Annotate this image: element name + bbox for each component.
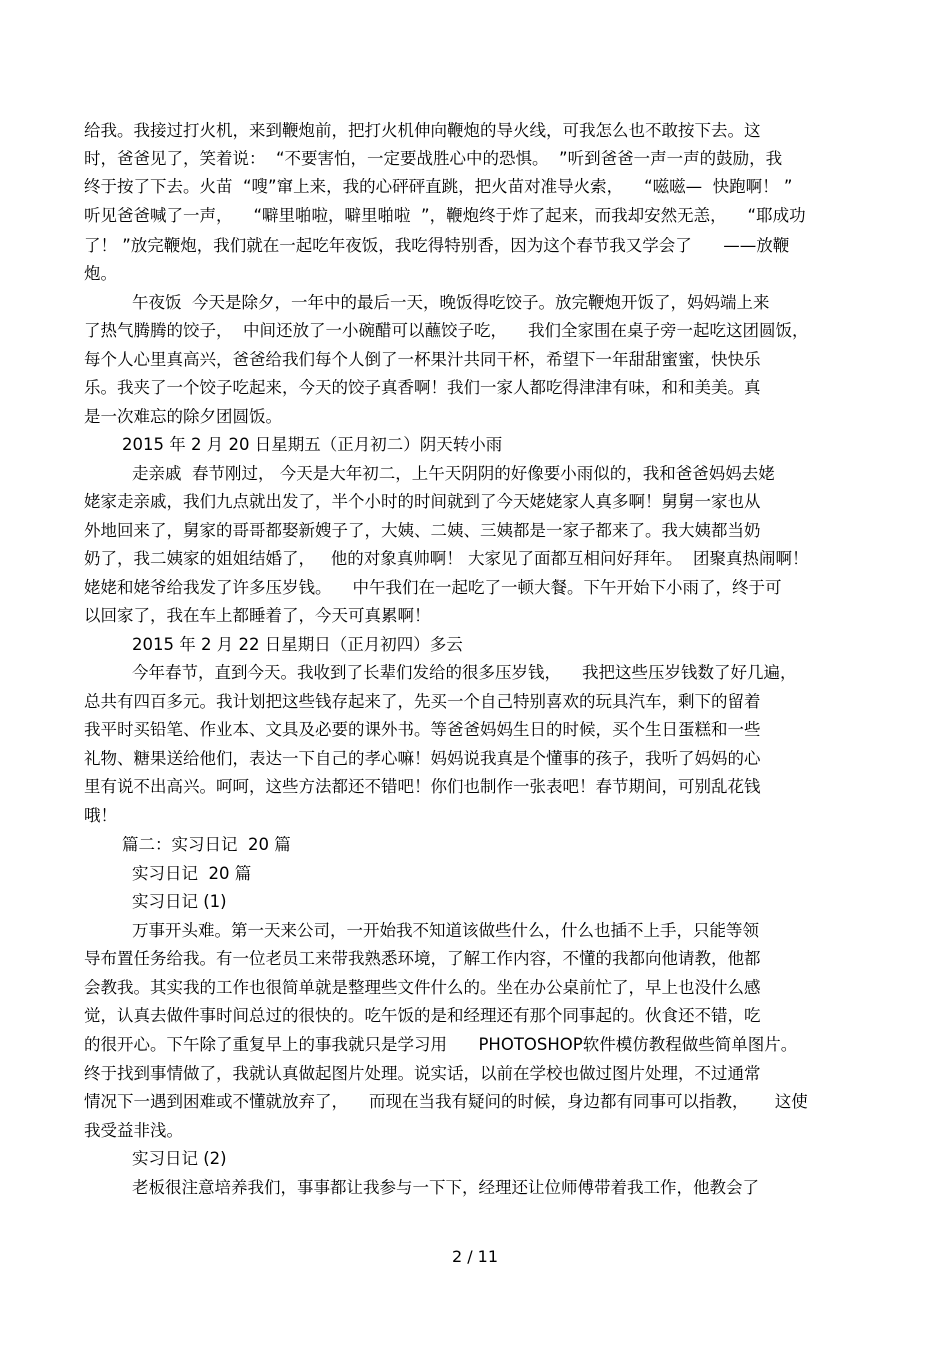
text-line: 终于按了下去。火苗 “嗖”窜上来，我的心砰砰直跳，把火苗对准导火索， “嗞嗞— 快跑啊！ ”: [84, 177, 793, 196]
text-line: 会教我。其实我的工作也很简单就是整理些文件什么的。坐在办公桌前忙了，早上也没什么感: [84, 978, 761, 997]
text-line: 乐。我夹了一个饺子吃起来，今天的饺子真香啊！我们一家人都吃得津津有味，和和美美。真: [84, 378, 761, 397]
page-number: 2 / 11: [451, 1247, 499, 1266]
subsection-heading: 实习日记 20 篇: [132, 864, 252, 883]
text-line: 每个人心里真高兴，爸爸给我们每个人倒了一杯果汁共同干杯，希望下一年甜甜蜜蜜，快快乐: [84, 350, 761, 369]
text-line: 导布置任务给我。有一位老员工来带我熟悉环境，了解工作内容，不懂的我都向他请教，他都: [84, 949, 761, 968]
text-line: 万事开头难。第一天来公司，一开始我不知道该做些什么，什么也插不上手，只能等领: [132, 921, 759, 940]
text-line: 情况下一遇到困难或不懂就放弃了， 而现在当我有疑问的时候，身边都有同事可以指教， 这使: [84, 1092, 808, 1111]
text-line: 姥家走亲戚，我们九点就出发了，半个小时的时间就到了今天姥姥家人真多啊！舅舅一家也从: [84, 492, 761, 511]
text-line: 的很开心。下午除了重复早上的事我就只是学习用 PHOTOSHOP软件模仿教程做些简单图片。: [84, 1035, 798, 1054]
text-line: 了热气腾腾的饺子， 中间还放了一小碗醋可以蘸饺子吃， 我们全家围在桌子旁一起吃这团圆饭，: [84, 321, 809, 340]
text-line: 总共有四百多元。我计划把这些钱存起来了，先买一个自己特别喜欢的玩具汽车，剩下的留着: [84, 692, 761, 711]
text-line: 老板很注意培养我们，事事都让我参与一下下，经理还让位师傅带着我工作，他教会了: [132, 1178, 759, 1197]
text-line: 以回家了，我在车上都睡着了，今天可真累啊！: [84, 606, 431, 625]
entry-heading: 实习日记 (2): [132, 1149, 227, 1168]
text-line: 我平时买铅笔、作业本、文具及必要的课外书。等爸爸妈妈生日的时候，买个生日蛋糕和一些: [84, 720, 761, 739]
text-line: 里有说不出高兴。呵呵，这些方法都还不错吧！你们也制作一张表吧！春节期间，可别乱花钱: [84, 777, 761, 796]
text-line: 今年春节，直到今天。我收到了长辈们发给的很多压岁钱， 我把这些压岁钱数了好几遍，: [132, 663, 797, 682]
diary-date-heading: 2015 年 2 月 22 日星期日（正月初四）多云: [132, 635, 463, 654]
text-line: 我受益非浅。: [84, 1121, 183, 1140]
text-line: 终于找到事情做了，我就认真做起图片处理。说实话，以前在学校也做过图片处理，不过通常: [84, 1064, 761, 1083]
text-line: 给我。我接过打火机，来到鞭炮前，把打火机伸向鞭炮的导火线，可我怎么也不敢按下去。这: [84, 121, 761, 140]
text-line: 姥姥和姥爷给我发了许多压岁钱。 中午我们在一起吃了一顿大餐。下午开始下小雨了，终于可: [84, 578, 782, 597]
text-line: 礼物、糖果送给他们，表达一下自己的孝心嘛！妈妈说我真是个懂事的孩子，我听了妈妈的心: [84, 749, 761, 768]
text-line: 外地回来了，舅家的哥哥都娶新嫂子了，大姨、二姨、三姨都是一家子都来了。我大姨都当奶: [84, 521, 761, 540]
diary-date-heading: 2015 年 2 月 20 日星期五（正月初二）阴天转小雨: [122, 435, 503, 454]
text-line: 听见爸爸喊了一声， “噼里啪啦，噼里啪啦 ”，鞭炮终于炸了起来，而我却安然无恙， “耶成功: [84, 206, 806, 225]
text-line: 觉，认真去做件事时间总过的很快的。吃午饭的是和经理还有那个同事起的。伙食还不错，吃: [84, 1006, 761, 1025]
text-line: 炮。: [84, 264, 117, 283]
text-line: 时，爸爸见了，笑着说： “不要害怕，一定要战胜心中的恐惧。 ”听到爸爸一声一声的鼓励，我: [84, 149, 783, 168]
text-line: 哦！: [84, 806, 117, 825]
section-heading: 篇二：实习日记 20 篇: [122, 835, 291, 854]
text-line: 走亲戚 春节刚过， 今天是大年初二，上午天阴阴的好像要小雨似的，我和爸爸妈妈去姥: [132, 464, 775, 483]
text-line: 了！ ”放完鞭炮，我们就在一起吃年夜饭，我吃得特别香，因为这个春节我又学会了 ——放鞭: [84, 236, 790, 255]
text-line: 午夜饭 今天是除夕，一年中的最后一天，晚饭得吃饺子。放完鞭炮开饭了，妈妈端上来: [132, 293, 770, 312]
text-line: 是一次难忘的除夕团圆饭。: [84, 407, 282, 426]
text-line: 奶了，我二姨家的姐姐结婚了， 他的对象真帅啊！ 大家见了面都互相问好拜年。 团聚真热闹啊！: [84, 549, 809, 568]
entry-heading: 实习日记 (1): [132, 892, 227, 911]
